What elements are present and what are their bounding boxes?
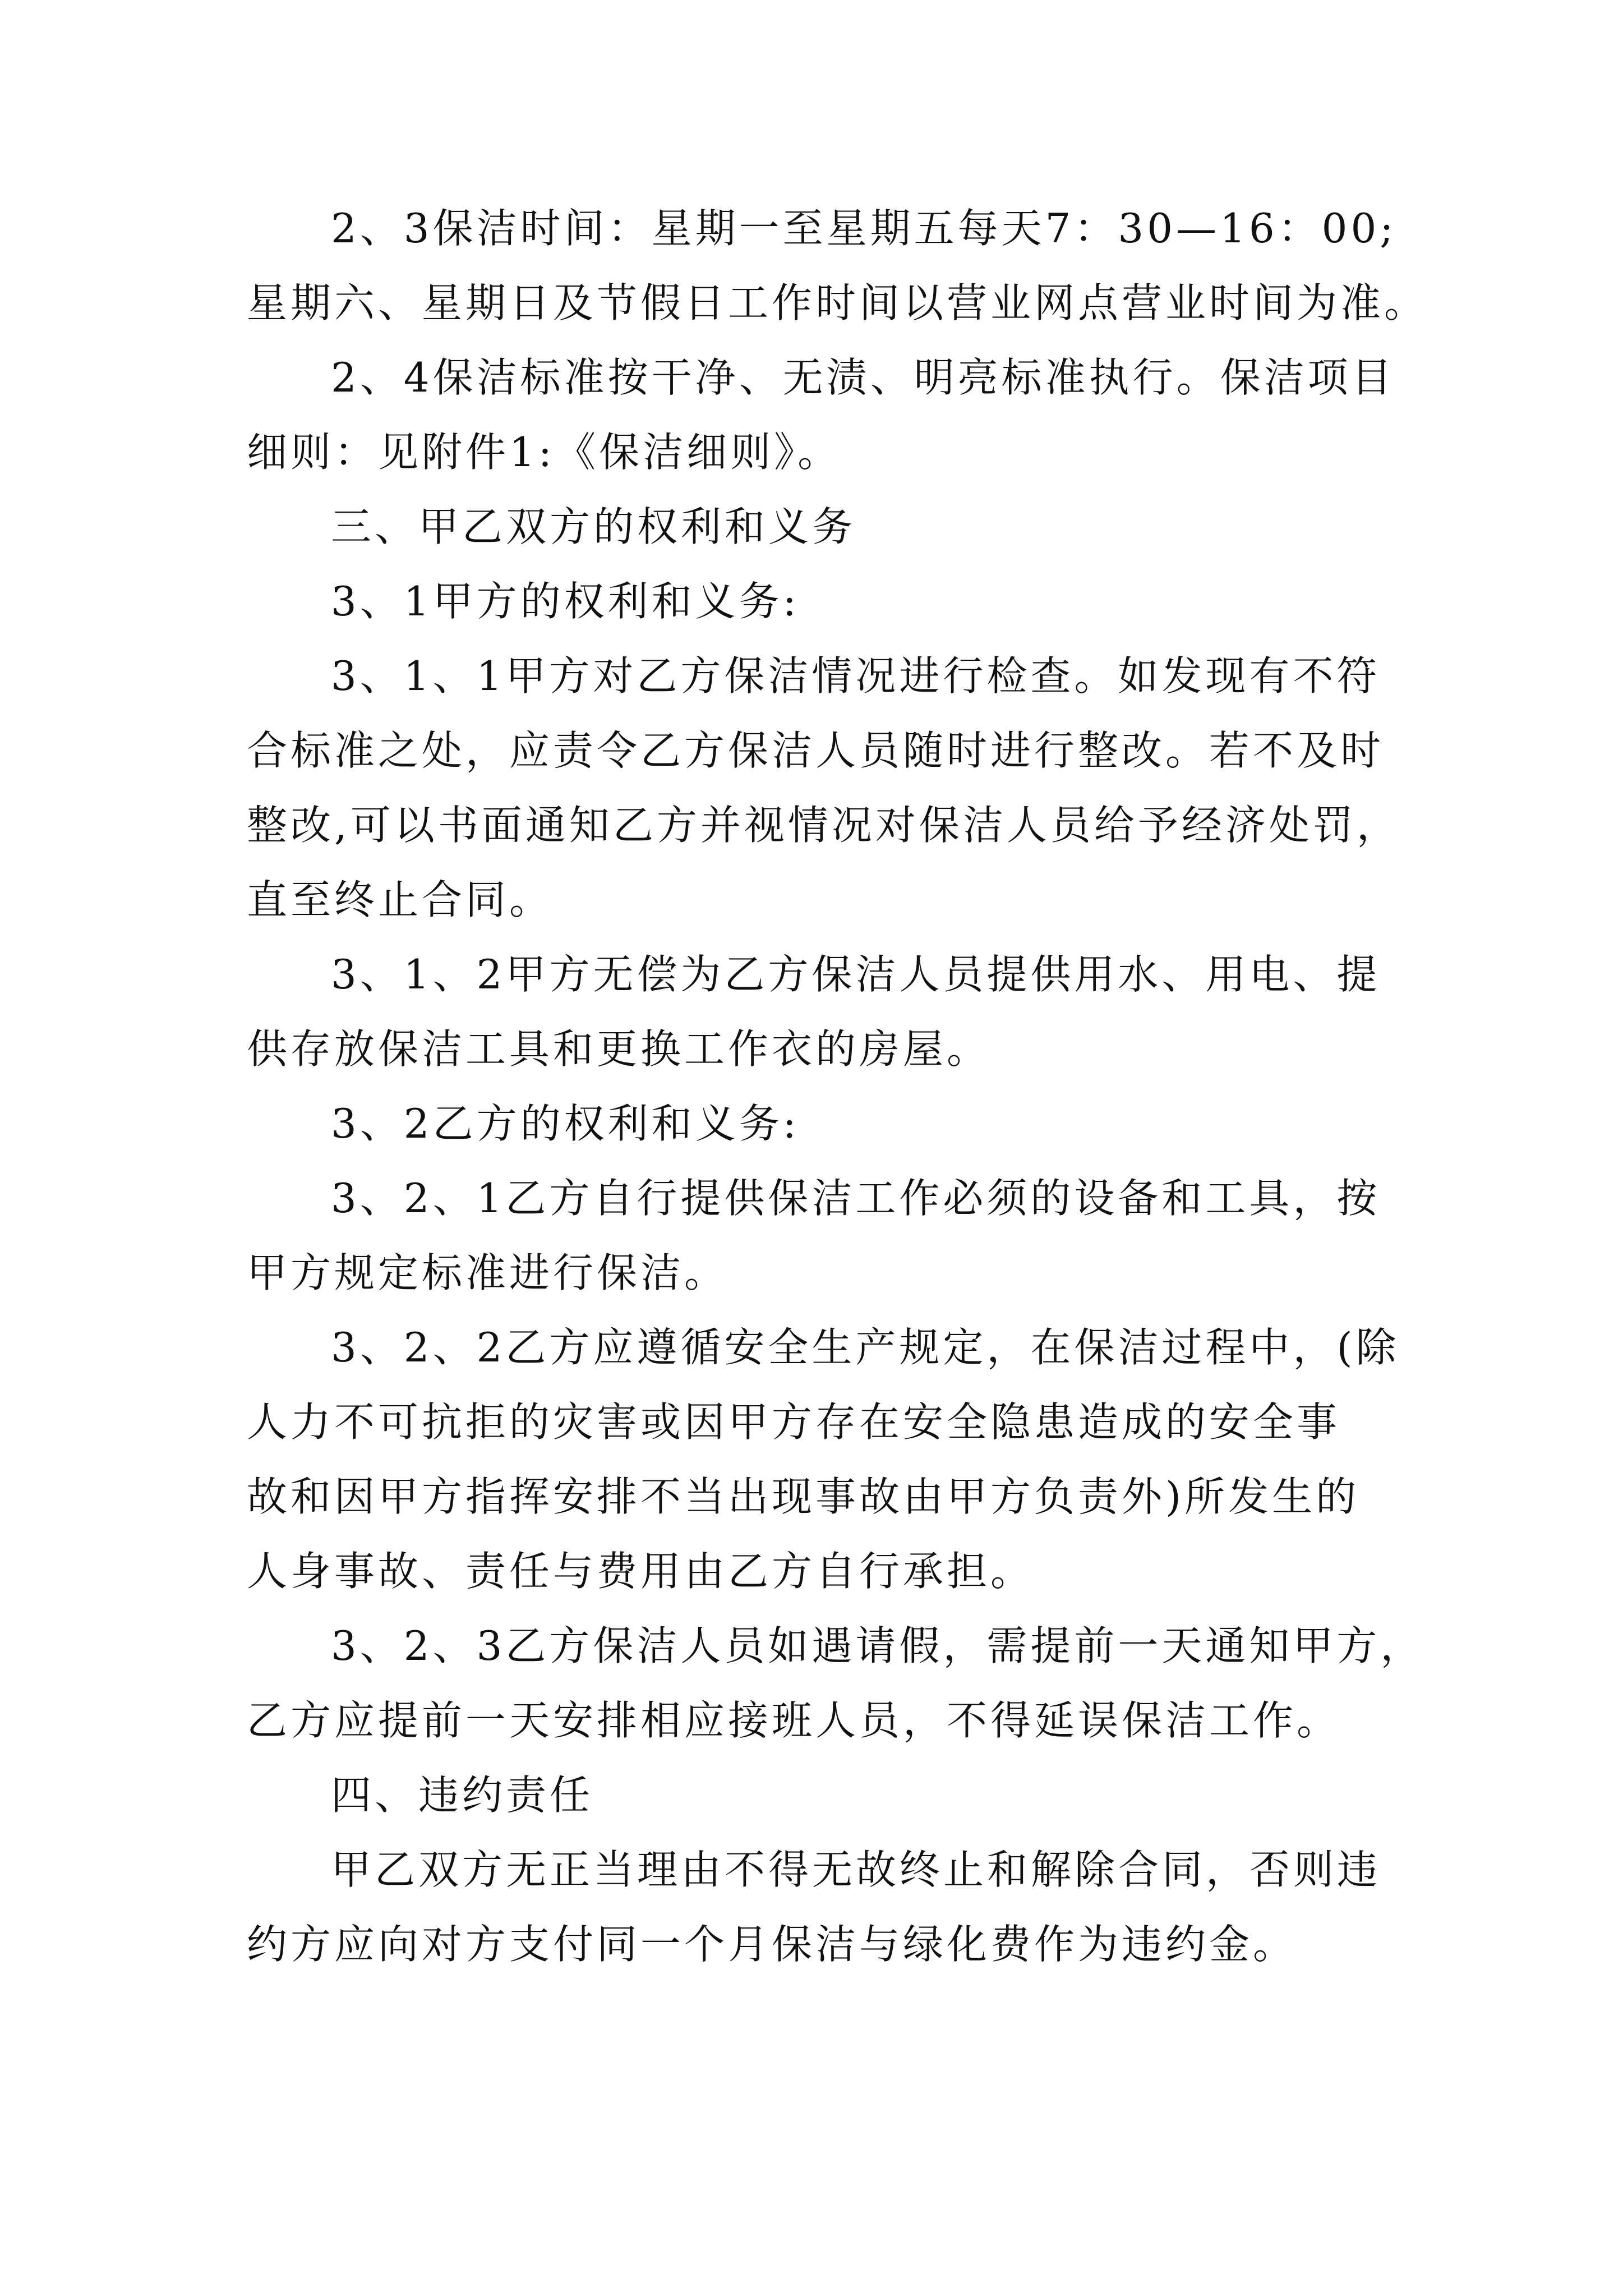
text-line-clause-3-2-1: 3、2、1乙方自行提供保洁工作必须的设备和工具，按 — [331, 1175, 1381, 1222]
text-line-breach-cont: 约方应向对方支付同一个月保洁与绿化费作为违约金。 — [247, 1921, 1297, 1968]
text-line-clause-3-1-1-cont-1: 合标准之处，应责令乙方保洁人员随时进行整改。若不及时 — [247, 727, 1385, 774]
text-line-clause-3-1-1: 3、1、1甲方对乙方保洁情况进行检查。如发现有不符 — [331, 652, 1381, 700]
text-line-clause-3-1-2: 3、1、2甲方无偿为乙方保洁人员提供用水、用电、提 — [331, 951, 1381, 998]
text-line-clause-3-2: 3、2乙方的权利和义务: — [331, 1100, 800, 1147]
text-line-clause-3-2-2: 3、2、2乙方应遵循安全生产规定，在保洁过程中，(除 — [331, 1324, 1400, 1371]
section-heading-breach-liability: 四、违约责任 — [331, 1772, 594, 1819]
text-line-clause-3-1: 3、1甲方的权利和义务: — [331, 578, 800, 625]
text-line-clause-2-3-cont: 星期六、星期日及节假日工作时间以营业网点营业时间为准。 — [247, 279, 1428, 326]
text-line-clause-3-1-1-cont-3: 直至终止合同。 — [247, 876, 554, 923]
text-line-clause-3-2-2-cont-1: 人力不可抗拒的灾害或因甲方存在安全隐患造成的安全事 — [247, 1398, 1341, 1446]
section-heading-rights-obligations: 三、甲乙双方的权利和义务 — [331, 503, 856, 550]
text-line-clause-2-3: 2、3保洁时间：星期一至星期五每天7：30—16：00; — [331, 205, 1397, 252]
text-line-clause-2-4: 2、4保洁标准按干净、无渍、明亮标准执行。保洁项目 — [331, 354, 1395, 401]
text-line-clause-3-2-2-cont-3: 人身事故、责任与费用由乙方自行承担。 — [247, 1548, 1035, 1595]
text-line-clause-3-2-3: 3、2、3乙方保洁人员如遇请假，需提前一天通知甲方， — [331, 1622, 1424, 1669]
text-line-clause-3-1-1-cont-2: 整改,可以书面通知乙方并视情况对保洁人员给予经济处罚， — [247, 802, 1400, 849]
text-line-clause-3-1-2-cont: 供存放保洁工具和更换工作衣的房屋。 — [247, 1025, 991, 1073]
text-line-clause-3-2-2-cont-2: 故和因甲方指挥安排不当出现事故由甲方负责外)所发生的 — [247, 1473, 1360, 1520]
text-line-breach: 甲乙双方无正当理由不得无故终止和解除合同，否则违 — [331, 1846, 1381, 1893]
text-line-clause-3-2-1-cont: 甲方规定标准进行保洁。 — [247, 1249, 728, 1296]
text-line-clause-2-4-cont: 细则：见附件1:《保洁细则》。 — [247, 429, 842, 476]
text-line-clause-3-2-3-cont: 乙方应提前一天安排相应接班人员，不得延误保洁工作。 — [247, 1697, 1341, 1744]
